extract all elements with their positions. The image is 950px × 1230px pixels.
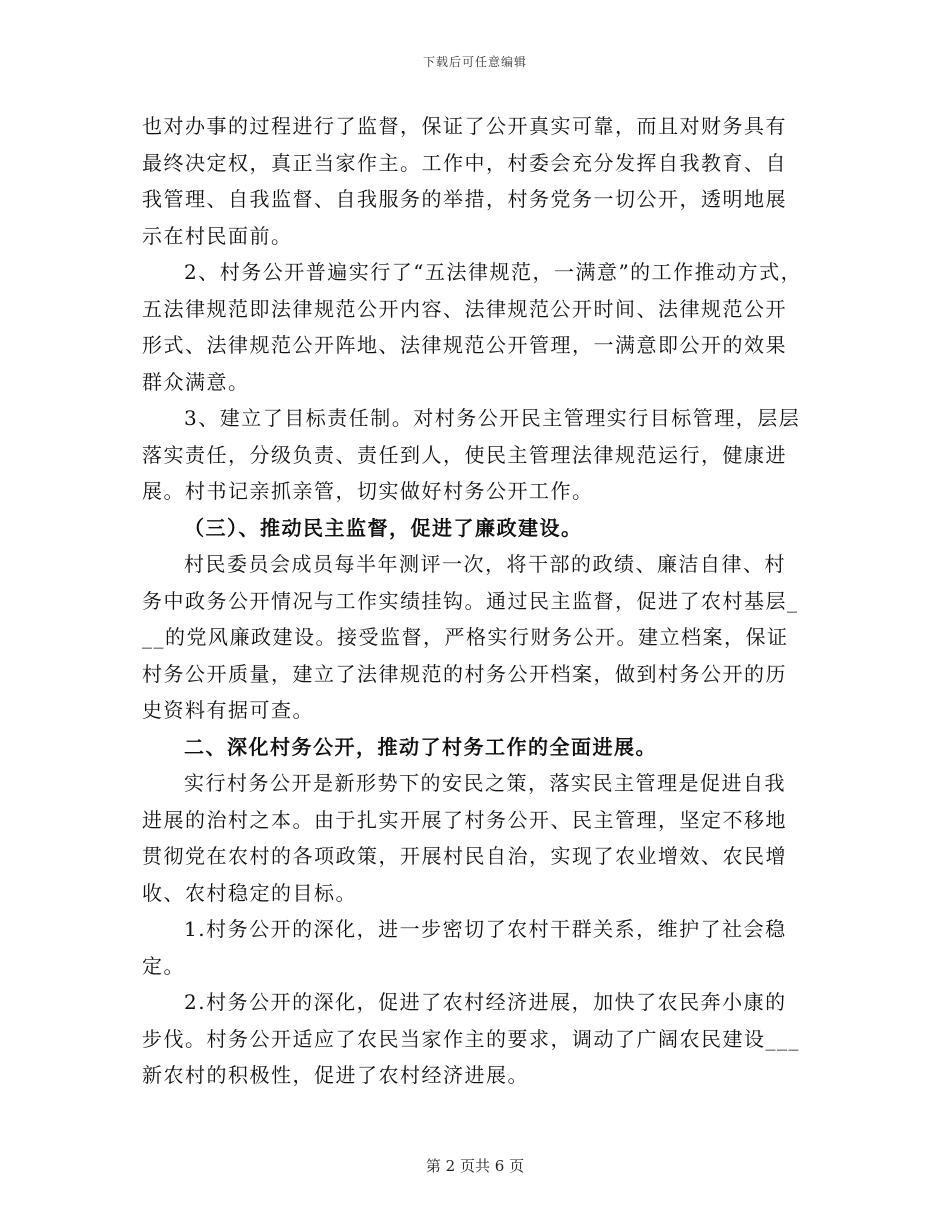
paragraph-line: 群众满意。 bbox=[142, 369, 250, 394]
paragraph-line: 示在村民面前。 bbox=[142, 223, 293, 248]
paragraph-line: 定。 bbox=[142, 953, 185, 978]
paragraph-line: 实行村务公开是新形势下的安民之策，落实民主管理是促进自我 bbox=[184, 771, 786, 795]
paragraph-line: 落实责任，分级负责、责任到人，使民主管理法律规范运行，健康进 bbox=[142, 442, 787, 467]
paragraph-line: 最终决定权，真正当家作主。工作中，村委会充分发挥自我教育、自 bbox=[142, 150, 787, 175]
document-body bbox=[142, 108, 832, 1094]
paragraph-line: 史资料有据可查。 bbox=[142, 698, 314, 722]
paragraph-line: 收、农村稳定的目标。 bbox=[142, 880, 357, 905]
section-heading-line: （三）、推动民主监督，促进了廉政建设。 bbox=[184, 515, 583, 540]
paragraph-line: 村务公开质量，建立了法律规范的村务公开档案，做到村务公开的历 bbox=[142, 661, 787, 686]
paragraph-line: 我管理、自我监督、自我服务的举措，村务党务一切公开，透明地展 bbox=[142, 187, 787, 211]
paragraph-line: 务中政务公开情况与工作实绩挂钩。通过民主监督，促进了农村基层_ bbox=[142, 588, 799, 613]
paragraph-line: 1.村务公开的深化，进一步密切了农村干群关系，维护了社会稳 bbox=[184, 917, 787, 941]
paragraph-line: 2.村务公开的深化，促进了农村经济进展，加快了农民奔小康的 bbox=[184, 990, 787, 1014]
paragraph-line: 五法律规范即法律规范公开内容、法律规范公开时间、法律规范公开 bbox=[142, 296, 787, 321]
paragraph-line: 形式、法律规范公开阵地、法律规范公开管理，一满意即公开的效果 bbox=[142, 333, 787, 357]
paragraph-line: 步伐。村务公开适应了农民当家作主的要求，调动了广阔农民建设___ bbox=[142, 1026, 800, 1051]
section-heading-line: 二、深化村务公开，推动了村务工作的全面进展。 bbox=[184, 734, 657, 759]
paragraph-line: 进展的治村之本。由于扎实开展了村务公开、民主管理，坚定不移地 bbox=[142, 807, 787, 832]
paragraph-line: __的党风廉政建设。接受监督，严格实行财务公开。建立档案，保证 bbox=[142, 625, 789, 649]
paragraph-line: 2、村务公开普遍实行了“五法律规范，一满意”的工作推动方式， bbox=[184, 260, 803, 284]
page-number-footer: 第 2 页共 6 页 bbox=[425, 1157, 525, 1175]
page-header-note: 下载后可任意编辑 bbox=[422, 55, 527, 69]
paragraph-line: 村民委员会成员每半年测评一次，将干部的政绩、廉洁自律、村 bbox=[184, 552, 786, 576]
paragraph-line: 展。村书记亲抓亲管，切实做好村务公开工作。 bbox=[142, 479, 594, 503]
paragraph-line: 3、建立了目标责任制。对村务公开民主管理实行目标管理，层层 bbox=[184, 406, 801, 430]
paragraph-line: 新农村的积极性，促进了农村经济进展。 bbox=[142, 1063, 529, 1087]
paragraph-line: 也对办事的过程进行了监督，保证了公开真实可靠，而且对财务具有 bbox=[142, 114, 787, 138]
paragraph-line: 贯彻党在农村的各项政策，开展村民自治，实现了农业增效、农民增 bbox=[142, 844, 787, 868]
